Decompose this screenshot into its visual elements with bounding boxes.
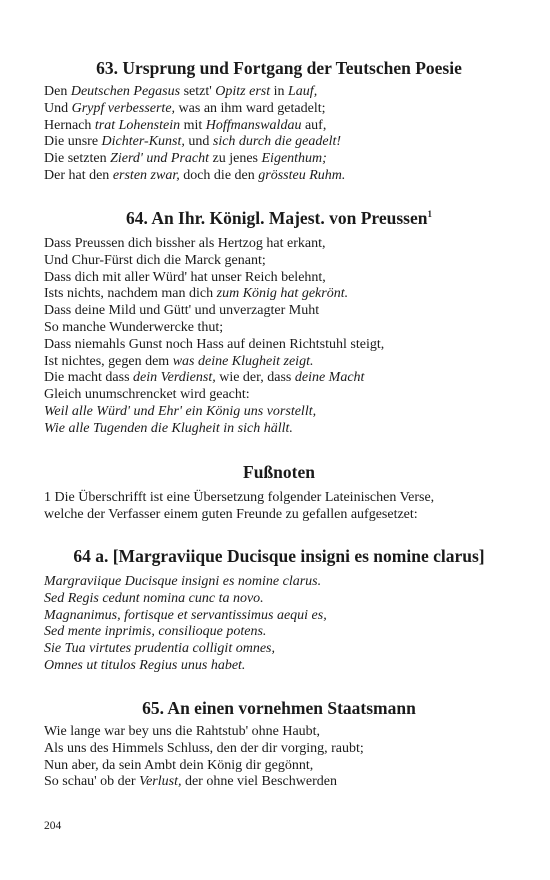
text-run: Und Chur-Fürst dich die Marck genant; xyxy=(44,252,266,268)
text-run: So schau' ob der xyxy=(44,774,140,790)
section-title-63: 63. Ursprung und Fortgang der Teutschen Poesie xyxy=(96,58,462,78)
verse-line xyxy=(44,404,514,421)
verse-line xyxy=(44,724,514,741)
text-run: Dass deine Mild und Gütt' und unverzagter Muht xyxy=(44,303,320,319)
verse-line xyxy=(44,354,514,371)
verse-line xyxy=(44,168,514,185)
italic-text: Hoffmanswaldau xyxy=(205,117,302,133)
italic-text: trat Lohenstein xyxy=(94,117,181,133)
text-run: mit xyxy=(180,117,206,133)
italic-text: Lauf, xyxy=(288,84,318,99)
section-title-65: 65. An einen vornehmen Staatsmann xyxy=(142,698,416,718)
text-run: welche der Verfasser einem guten Freunde zu gefallen aufgesetzet: xyxy=(44,506,418,522)
poem-64 xyxy=(44,236,514,438)
verse-line xyxy=(44,101,514,118)
text-run: Die setzten xyxy=(44,151,111,167)
section-title-64 xyxy=(44,208,514,229)
verse-line xyxy=(44,608,514,625)
text-run: Ist nichtes, gegen dem xyxy=(44,353,173,369)
text-run: doch die den xyxy=(179,167,259,183)
verse-line xyxy=(44,236,514,253)
italic-text: Magnanimus, fortisque et servantissimus aequi es, xyxy=(44,607,327,623)
verse-line xyxy=(44,270,514,287)
text-run: So manche Wunderwercke thut; xyxy=(44,319,224,335)
verse-line xyxy=(44,387,514,404)
verse-line xyxy=(44,84,514,101)
italic-text: Sie Tua virtutes prudentia colligit omnes, xyxy=(44,641,275,657)
italic-text: Dichter-Kunst, xyxy=(101,134,185,150)
italic-text: dein Verdienst, xyxy=(133,370,216,386)
italic-text: ersten zwar, xyxy=(112,167,180,183)
text-run: Dass niemahls Gunst noch Hass auf deinen Richtstuhl steigt, xyxy=(44,336,385,352)
footnote-marker: 1 xyxy=(427,209,432,220)
text-run: und xyxy=(184,134,213,150)
text-run: Wie lange war bey uns die Rahtstub' ohne Haubt, xyxy=(44,724,321,739)
verse-line xyxy=(44,303,514,320)
verse-line xyxy=(44,641,514,658)
text-run: Ists nichts, nachdem man dich xyxy=(44,286,217,302)
verse-line xyxy=(44,741,514,758)
page-number: 204 xyxy=(44,820,62,832)
text-run: Und xyxy=(44,100,72,116)
text-run: in xyxy=(270,84,289,99)
italic-text: Sed mente inprimis, consilioque potens. xyxy=(44,624,267,640)
footnote-text xyxy=(44,490,514,524)
text-run: Den xyxy=(44,84,71,99)
verse-line xyxy=(44,253,514,270)
verse-line xyxy=(44,591,514,608)
verse-line xyxy=(44,320,514,337)
text-run: Der hat den xyxy=(44,167,113,183)
text-run: Die unsre xyxy=(44,134,102,150)
verse-line xyxy=(44,574,514,591)
text-run: Als uns des Himmels Schluss, den der dir vorging, raubt; xyxy=(44,740,364,756)
italic-text: grössteu Ruhm. xyxy=(258,167,346,183)
italic-text: sich durch die geadelt! xyxy=(212,134,342,150)
poem-65 xyxy=(44,724,514,791)
text-run: der ohne viel Beschwerden xyxy=(181,774,337,790)
text-run: Die macht dass xyxy=(44,370,134,386)
text-run: wie der, dass xyxy=(215,370,295,386)
verse-line xyxy=(44,337,514,354)
verse-line xyxy=(44,421,514,438)
text-run: Dass Preussen dich bissher als Hertzog hat erkant, xyxy=(44,236,326,251)
text-run: zu jenes xyxy=(209,151,262,167)
text-run: 1 Die Überschrifft ist eine Übersetzung folgender Lateinischen Verse, xyxy=(44,490,435,505)
verse-line xyxy=(44,624,514,641)
poem-64a xyxy=(44,574,514,675)
text-run: setzt' xyxy=(180,84,216,99)
italic-text: Verlust, xyxy=(139,774,182,790)
poem-63 xyxy=(44,84,514,185)
verse-line xyxy=(44,658,514,675)
text-run: Hernach xyxy=(44,117,95,133)
verse-line xyxy=(44,490,514,507)
verse-line xyxy=(44,774,514,791)
section-title-64-text: 64. An Ihr. Königl. Majest. von Preussen xyxy=(126,208,428,228)
italic-text: was deine Klugheit zeigt. xyxy=(172,353,314,369)
italic-text: Eigenthum; xyxy=(261,151,327,167)
verse-line xyxy=(44,151,514,168)
italic-text: Weil alle Würd' und Ehr' ein König uns vorstellt, xyxy=(44,403,317,419)
italic-text: deine Macht xyxy=(294,370,365,386)
verse-line xyxy=(44,286,514,303)
text-run: Nun aber, da sein Ambt dein König dir gegönnt, xyxy=(44,757,314,773)
italic-text: Omnes ut titulos Regius unus habet. xyxy=(44,657,246,673)
verse-line xyxy=(44,134,514,151)
italic-text: Deutschen Pegasus xyxy=(70,84,181,99)
italic-text: Margraviique Ducisque insigni es nomine clarus. xyxy=(44,574,322,589)
italic-text: Wie alle Tugenden die Klugheit in sich hällt. xyxy=(44,420,293,436)
text-run: was an ihm ward getadelt; xyxy=(175,100,326,116)
italic-text: Grypf verbesserte, xyxy=(71,100,176,116)
text-run: Dass dich mit aller Würd' hat unser Reich belehnt, xyxy=(44,269,326,285)
verse-line xyxy=(44,758,514,775)
text-run: Gleich unumschrencket wird geacht: xyxy=(44,387,250,403)
footnotes-title: Fußnoten xyxy=(243,462,315,482)
text-run: auf, xyxy=(301,117,327,133)
italic-text: Opitz erst xyxy=(215,84,271,99)
italic-text: Zierd' und Pracht xyxy=(110,151,210,167)
verse-line xyxy=(44,507,514,524)
verse-line xyxy=(44,118,514,135)
section-title-64a: 64 a. [Margraviique Ducisque insigni es nomine clarus] xyxy=(73,546,485,566)
italic-text: Sed Regis cedunt nomina cunc ta novo. xyxy=(44,590,264,606)
verse-line xyxy=(44,370,514,387)
italic-text: zum König hat gekrönt. xyxy=(216,286,349,302)
